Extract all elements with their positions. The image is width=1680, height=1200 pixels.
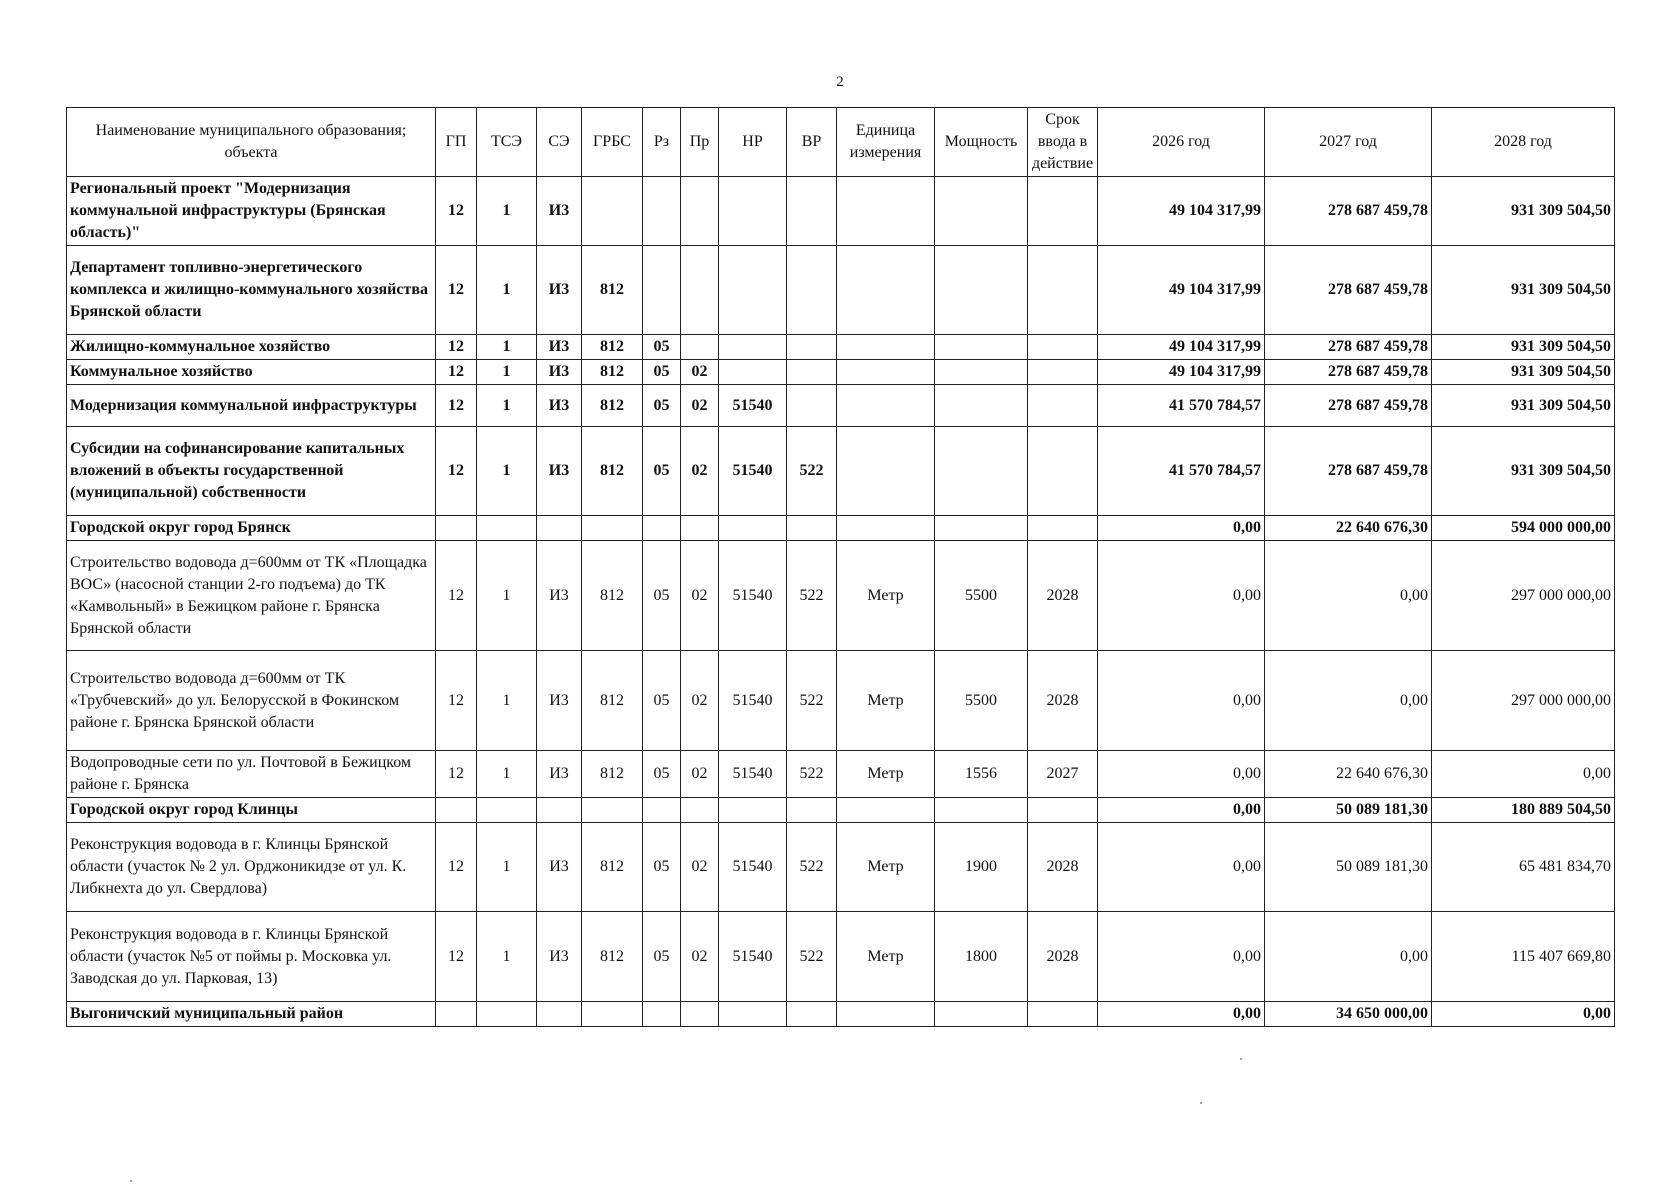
cell-term: [1028, 516, 1098, 541]
cell-rz: 05: [643, 751, 681, 798]
cell-2027: 0,00: [1265, 541, 1432, 651]
cell-nr: 51540: [719, 651, 787, 751]
cell-term: [1028, 1002, 1098, 1027]
row-name: Реконструкция водовода в г. Клинцы Брянской области (участок № 2 ул. Орджоникидзе от ул. К. Либкнехта до ул. Свердлова): [67, 823, 436, 912]
cell-vr: [787, 1002, 837, 1027]
cell-pr: 02: [681, 541, 719, 651]
header-gp: ГП: [436, 108, 477, 177]
cell-rz: 05: [643, 427, 681, 516]
cell-2026: 49 104 317,99: [1098, 360, 1265, 385]
table-row: [67, 360, 1615, 385]
cell-vr: 522: [787, 427, 837, 516]
header-2028: 2028 год: [1432, 108, 1615, 177]
cell-rz: 05: [643, 823, 681, 912]
cell-unit: Метр: [837, 912, 935, 1002]
cell-pr: 02: [681, 385, 719, 427]
cell-2026: 0,00: [1098, 751, 1265, 798]
cell-pr: [681, 246, 719, 335]
cell-unit: [837, 516, 935, 541]
cell-nr: 51540: [719, 751, 787, 798]
header-grbs: ГРБС: [582, 108, 643, 177]
cell-2026: 0,00: [1098, 651, 1265, 751]
cell-2027: 0,00: [1265, 651, 1432, 751]
cell-2028: 180 889 504,50: [1432, 798, 1615, 823]
cell-power: [935, 516, 1028, 541]
cell-vr: [787, 798, 837, 823]
cell-2028: 931 309 504,50: [1432, 385, 1615, 427]
table-row: [67, 1002, 1615, 1027]
cell-power: [935, 335, 1028, 360]
cell-gp: 12: [436, 651, 477, 751]
cell-tse: 1: [477, 246, 537, 335]
cell-vr: [787, 516, 837, 541]
row-name: Строительство водовода д=600мм от ТК «Трубчевский» до ул. Белорусской в Фокинском районе г. Брянска Брянской области: [67, 651, 436, 751]
cell-2027: 34 650 000,00: [1265, 1002, 1432, 1027]
cell-pr: [681, 1002, 719, 1027]
row-name: Жилищно-коммунальное хозяйство: [67, 335, 436, 360]
cell-nr: 51540: [719, 541, 787, 651]
cell-gp: 12: [436, 385, 477, 427]
cell-2026: 0,00: [1098, 912, 1265, 1002]
cell-rz: [643, 1002, 681, 1027]
cell-2027: 50 089 181,30: [1265, 823, 1432, 912]
header-tse: ТСЭ: [477, 108, 537, 177]
cell-se: И3: [537, 751, 582, 798]
cell-pr: [681, 798, 719, 823]
cell-vr: [787, 177, 837, 246]
cell-vr: 522: [787, 541, 837, 651]
table-row: [67, 385, 1615, 427]
cell-gp: 12: [436, 335, 477, 360]
cell-se: И3: [537, 651, 582, 751]
header-2027: 2027 год: [1265, 108, 1432, 177]
cell-unit: Метр: [837, 823, 935, 912]
cell-2027: 22 640 676,30: [1265, 751, 1432, 798]
cell-power: [935, 360, 1028, 385]
cell-pr: 02: [681, 751, 719, 798]
row-name: Реконструкция водовода в г. Клинцы Брянской области (участок №5 от поймы р. Московка ул. Заводская до ул. Парковая, 13): [67, 912, 436, 1002]
cell-2027: 22 640 676,30: [1265, 516, 1432, 541]
cell-tse: 1: [477, 751, 537, 798]
cell-pr: [681, 335, 719, 360]
cell-2026: 0,00: [1098, 516, 1265, 541]
cell-rz: [643, 177, 681, 246]
cell-grbs: 812: [582, 751, 643, 798]
cell-pr: 02: [681, 360, 719, 385]
cell-term: [1028, 335, 1098, 360]
cell-se: [537, 798, 582, 823]
cell-2027: 278 687 459,78: [1265, 385, 1432, 427]
header-row: [67, 108, 1615, 177]
row-name: Модернизация коммунальной инфраструктуры: [67, 385, 436, 427]
table-row: [67, 651, 1615, 751]
cell-power: [935, 177, 1028, 246]
cell-grbs: 812: [582, 912, 643, 1002]
cell-term: 2028: [1028, 912, 1098, 1002]
header-vr: ВР: [787, 108, 837, 177]
cell-nr: 51540: [719, 912, 787, 1002]
row-name: Региональный проект "Модернизация коммунальной инфраструктуры (Брянская область)": [67, 177, 436, 246]
cell-tse: 1: [477, 651, 537, 751]
cell-vr: 522: [787, 823, 837, 912]
cell-power: [935, 385, 1028, 427]
cell-gp: [436, 1002, 477, 1027]
cell-2026: 0,00: [1098, 823, 1265, 912]
cell-2026: 41 570 784,57: [1098, 385, 1265, 427]
cell-term: [1028, 246, 1098, 335]
cell-se: И3: [537, 541, 582, 651]
cell-2027: 278 687 459,78: [1265, 335, 1432, 360]
cell-power: 1556: [935, 751, 1028, 798]
cell-nr: [719, 360, 787, 385]
cell-2028: 0,00: [1432, 1002, 1615, 1027]
row-name: Коммунальное хозяйство: [67, 360, 436, 385]
cell-term: [1028, 360, 1098, 385]
table-row: [67, 798, 1615, 823]
row-name: Выгоничский муниципальный район: [67, 1002, 436, 1027]
cell-nr: 51540: [719, 427, 787, 516]
cell-2027: 278 687 459,78: [1265, 427, 1432, 516]
cell-se: [537, 516, 582, 541]
cell-se: И3: [537, 823, 582, 912]
cell-vr: 522: [787, 651, 837, 751]
cell-nr: 51540: [719, 823, 787, 912]
cell-nr: [719, 177, 787, 246]
cell-2028: 297 000 000,00: [1432, 651, 1615, 751]
header-term: Срок ввода в действие: [1028, 108, 1098, 177]
cell-tse: 1: [477, 360, 537, 385]
cell-tse: 1: [477, 912, 537, 1002]
cell-rz: [643, 798, 681, 823]
header-2026: 2026 год: [1098, 108, 1265, 177]
table-row: [67, 246, 1615, 335]
header-pr: Пр: [681, 108, 719, 177]
cell-grbs: 812: [582, 823, 643, 912]
row-name: Департамент топливно-энергетического комплекса и жилищно-коммунального хозяйства Брянской области: [67, 246, 436, 335]
cell-term: [1028, 427, 1098, 516]
table-body: [67, 177, 1615, 1027]
cell-term: [1028, 385, 1098, 427]
cell-gp: 12: [436, 360, 477, 385]
cell-pr: 02: [681, 823, 719, 912]
cell-2027: 278 687 459,78: [1265, 177, 1432, 246]
cell-gp: [436, 516, 477, 541]
cell-vr: [787, 360, 837, 385]
cell-gp: 12: [436, 823, 477, 912]
cell-power: 5500: [935, 541, 1028, 651]
cell-tse: [477, 516, 537, 541]
row-name: Субсидии на софинансирование капитальных вложений в объекты государственной (муниципальной) собственности: [67, 427, 436, 516]
cell-2028: 931 309 504,50: [1432, 335, 1615, 360]
cell-gp: 12: [436, 246, 477, 335]
cell-2028: 594 000 000,00: [1432, 516, 1615, 541]
cell-unit: [837, 1002, 935, 1027]
header-rz: Рз: [643, 108, 681, 177]
cell-term: 2027: [1028, 751, 1098, 798]
header-nr: НР: [719, 108, 787, 177]
table-row: [67, 427, 1615, 516]
header-name: Наименование муниципального образования; объекта: [67, 108, 436, 177]
cell-2026: 0,00: [1098, 798, 1265, 823]
cell-power: 1900: [935, 823, 1028, 912]
budget-table: [66, 107, 1615, 1027]
cell-rz: [643, 516, 681, 541]
cell-unit: Метр: [837, 751, 935, 798]
row-name: Водопроводные сети по ул. Почтовой в Бежицком районе г. Брянска: [67, 751, 436, 798]
cell-pr: [681, 177, 719, 246]
cell-2026: 41 570 784,57: [1098, 427, 1265, 516]
cell-2028: 931 309 504,50: [1432, 360, 1615, 385]
cell-power: [935, 246, 1028, 335]
cell-tse: [477, 1002, 537, 1027]
table-row: [67, 751, 1615, 798]
cell-rz: [643, 246, 681, 335]
cell-2026: 49 104 317,99: [1098, 177, 1265, 246]
cell-2026: 49 104 317,99: [1098, 246, 1265, 335]
cell-unit: Метр: [837, 541, 935, 651]
cell-tse: 1: [477, 427, 537, 516]
cell-2028: 931 309 504,50: [1432, 427, 1615, 516]
cell-se: И3: [537, 912, 582, 1002]
cell-vr: [787, 335, 837, 360]
cell-pr: 02: [681, 912, 719, 1002]
cell-2028: 931 309 504,50: [1432, 177, 1615, 246]
cell-unit: [837, 385, 935, 427]
header-se: СЭ: [537, 108, 582, 177]
header-unit: Единица измерения: [837, 108, 935, 177]
cell-2028: 931 309 504,50: [1432, 246, 1615, 335]
table-row: [67, 541, 1615, 651]
cell-term: 2028: [1028, 541, 1098, 651]
cell-grbs: 812: [582, 385, 643, 427]
cell-se: [537, 1002, 582, 1027]
cell-unit: [837, 246, 935, 335]
row-name: Городской округ город Брянск: [67, 516, 436, 541]
table-row: [67, 823, 1615, 912]
cell-nr: [719, 1002, 787, 1027]
cell-vr: 522: [787, 751, 837, 798]
cell-unit: [837, 360, 935, 385]
cell-nr: 51540: [719, 385, 787, 427]
cell-unit: [837, 798, 935, 823]
cell-nr: [719, 246, 787, 335]
cell-pr: [681, 516, 719, 541]
cell-2027: 278 687 459,78: [1265, 246, 1432, 335]
table-row: [67, 177, 1615, 246]
cell-2027: 50 089 181,30: [1265, 798, 1432, 823]
cell-2028: 0,00: [1432, 751, 1615, 798]
cell-2028: 297 000 000,00: [1432, 541, 1615, 651]
row-name: Строительство водовода д=600мм от ТК «Площадка ВОС» (насосной станции 2-го подъема) до ТК «Камвольный» в Бежицком районе г. Брянска Брянской области: [67, 541, 436, 651]
cell-tse: 1: [477, 385, 537, 427]
cell-tse: 1: [477, 177, 537, 246]
cell-se: И3: [537, 427, 582, 516]
cell-2028: 65 481 834,70: [1432, 823, 1615, 912]
cell-grbs: 812: [582, 651, 643, 751]
cell-term: 2028: [1028, 651, 1098, 751]
cell-gp: [436, 798, 477, 823]
table-row: [67, 335, 1615, 360]
table-row: [67, 516, 1615, 541]
cell-rz: 05: [643, 360, 681, 385]
cell-power: [935, 1002, 1028, 1027]
cell-grbs: [582, 1002, 643, 1027]
cell-power: [935, 427, 1028, 516]
cell-unit: Метр: [837, 651, 935, 751]
cell-rz: 05: [643, 912, 681, 1002]
cell-se: И3: [537, 177, 582, 246]
cell-grbs: 812: [582, 427, 643, 516]
cell-2026: 49 104 317,99: [1098, 335, 1265, 360]
cell-gp: 12: [436, 751, 477, 798]
cell-2027: 0,00: [1265, 912, 1432, 1002]
cell-tse: [477, 798, 537, 823]
cell-gp: 12: [436, 177, 477, 246]
cell-unit: [837, 335, 935, 360]
cell-nr: [719, 335, 787, 360]
page-number: 2: [836, 74, 844, 90]
cell-pr: 02: [681, 651, 719, 751]
cell-tse: 1: [477, 823, 537, 912]
cell-grbs: 812: [582, 541, 643, 651]
cell-power: 1800: [935, 912, 1028, 1002]
cell-gp: 12: [436, 912, 477, 1002]
cell-term: 2028: [1028, 823, 1098, 912]
cell-gp: 12: [436, 541, 477, 651]
cell-grbs: [582, 177, 643, 246]
cell-se: И3: [537, 385, 582, 427]
cell-2026: 0,00: [1098, 541, 1265, 651]
cell-pr: 02: [681, 427, 719, 516]
cell-term: [1028, 177, 1098, 246]
cell-rz: 05: [643, 541, 681, 651]
cell-vr: [787, 385, 837, 427]
cell-se: И3: [537, 246, 582, 335]
cell-power: [935, 798, 1028, 823]
cell-2028: 115 407 669,80: [1432, 912, 1615, 1002]
cell-grbs: 812: [582, 335, 643, 360]
cell-grbs: 812: [582, 360, 643, 385]
cell-rz: 05: [643, 385, 681, 427]
cell-grbs: [582, 798, 643, 823]
cell-nr: [719, 516, 787, 541]
cell-grbs: 812: [582, 246, 643, 335]
cell-nr: [719, 798, 787, 823]
cell-se: И3: [537, 335, 582, 360]
cell-rz: 05: [643, 651, 681, 751]
cell-2027: 278 687 459,78: [1265, 360, 1432, 385]
cell-se: И3: [537, 360, 582, 385]
cell-power: 5500: [935, 651, 1028, 751]
cell-unit: [837, 177, 935, 246]
cell-rz: 05: [643, 335, 681, 360]
cell-unit: [837, 427, 935, 516]
cell-vr: 522: [787, 912, 837, 1002]
table-row: [67, 912, 1615, 1002]
cell-tse: 1: [477, 541, 537, 651]
cell-vr: [787, 246, 837, 335]
header-power: Мощность: [935, 108, 1028, 177]
cell-grbs: [582, 516, 643, 541]
cell-term: [1028, 798, 1098, 823]
cell-tse: 1: [477, 335, 537, 360]
row-name: Городской округ город Клинцы: [67, 798, 436, 823]
cell-gp: 12: [436, 427, 477, 516]
cell-2026: 0,00: [1098, 1002, 1265, 1027]
